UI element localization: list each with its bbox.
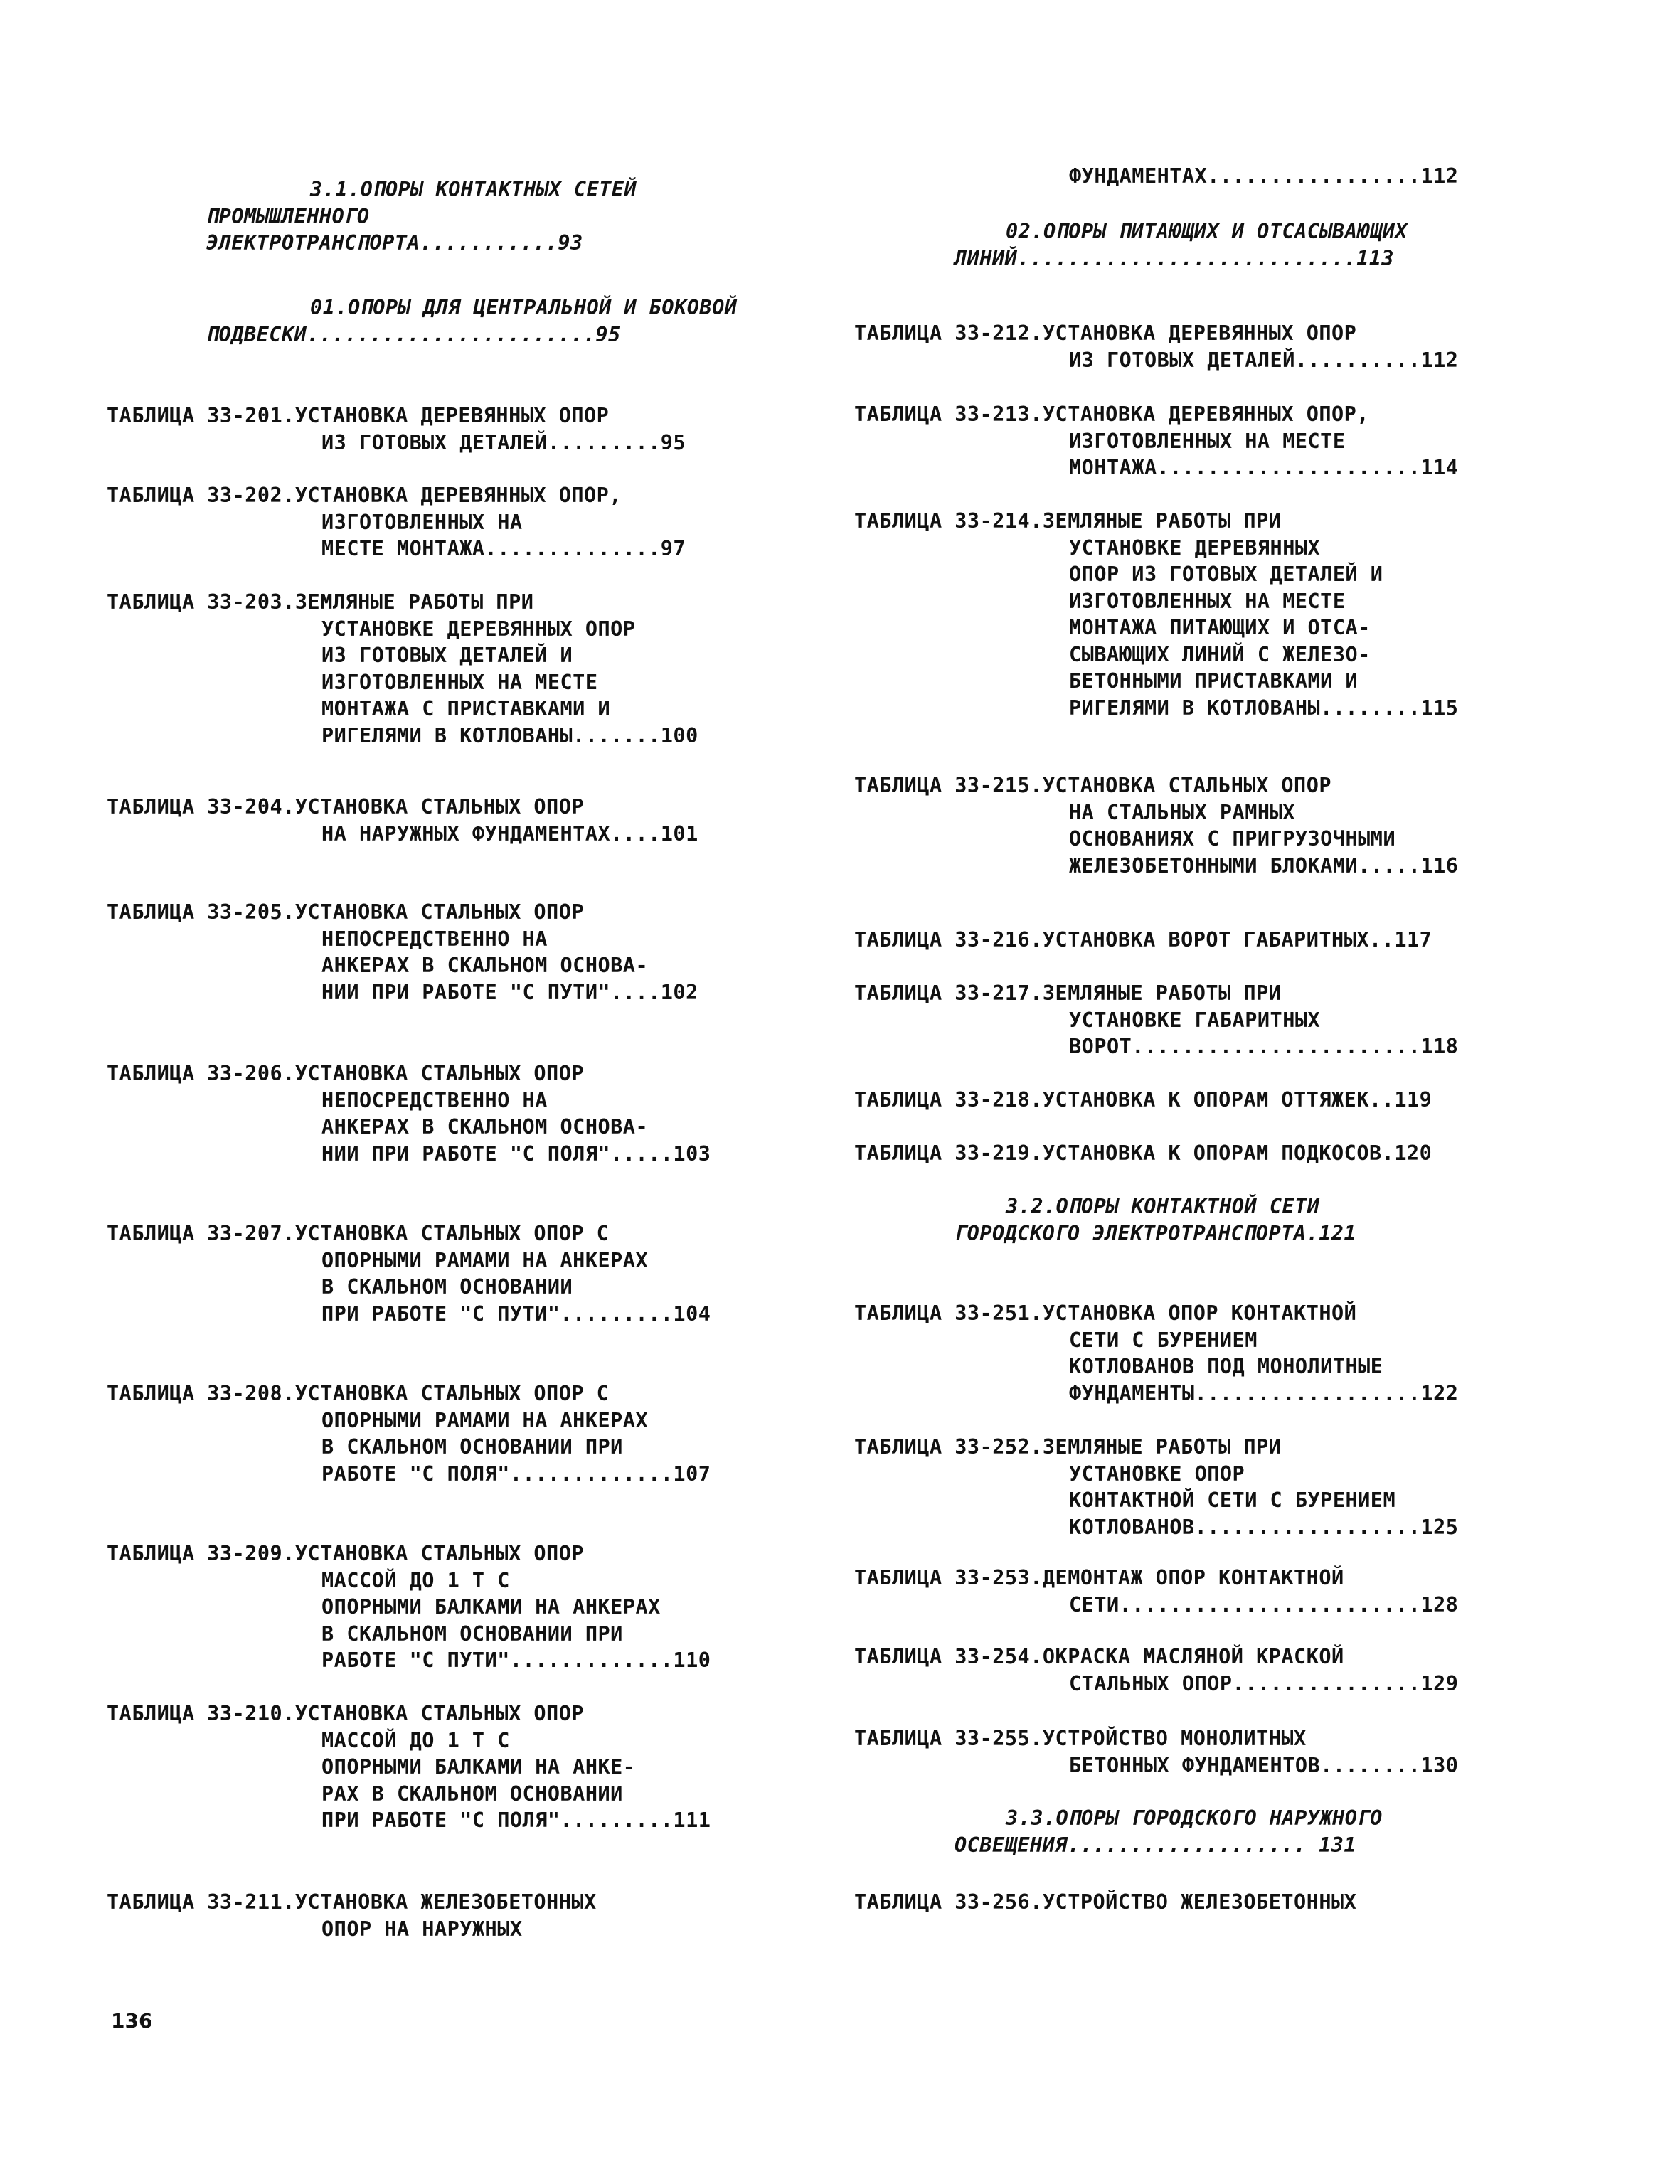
toc-entry-line: В СКАЛЬНОМ ОСНОВАНИИ ПРИ	[321, 1435, 623, 1459]
toc-entry-line: СЕТИ С БУРЕНИЕМ	[1069, 1328, 1258, 1352]
toc-entry-line: ТАБЛИЦА 33-203.ЗЕМЛЯНЫЕ РАБОТЫ ПРИ	[107, 590, 534, 614]
toc-entry-line: ИЗГОТОВЛЕННЫХ НА	[321, 510, 523, 534]
toc-entry-line: НА НАРУЖНЫХ ФУНДАМЕНТАХ....101	[321, 821, 698, 846]
toc-entry-line: ИЗ ГОТОВЫХ ДЕТАЛЕЙ.........95	[321, 430, 686, 454]
toc-entry-line: ТАБЛИЦА 33-253.ДЕМОНТАЖ ОПОР КОНТАКТНОЙ	[854, 1566, 1344, 1589]
toc-entry-line: ТАБЛИЦА 33-254.ОКРАСКА МАСЛЯНОЙ КРАСКОЙ	[854, 1645, 1344, 1668]
toc-section-line: ЛИНИЙ...........................113	[955, 246, 1395, 270]
toc-entry-line: ТАБЛИЦА 33-201.УСТАНОВКА ДЕРЕВЯННЫХ ОПОР	[107, 404, 610, 427]
toc-section-line: ГОРОДСКОГО ЭЛЕКТРОТРАНСПОРТА.121	[955, 1221, 1357, 1245]
toc-entry-line: СЫВАЮЩИХ ЛИНИЙ С ЖЕЛЕЗО-	[1069, 642, 1371, 666]
toc-section-line: 3.1.ОПОРЫ КОНТАКТНЫХ СЕТЕЙ	[310, 178, 637, 201]
toc-entry-line: МОНТАЖА С ПРИСТАВКАМИ И	[321, 697, 611, 720]
toc-entry-line: ОПОР ИЗ ГОТОВЫХ ДЕТАЛЕЙ И	[1069, 563, 1383, 586]
toc-entry-line: КОНТАКТНОЙ СЕТИ С БУРЕНИЕМ	[1069, 1488, 1396, 1512]
toc-entry-line: МАССОЙ ДО 1 Т С	[321, 1568, 510, 1592]
toc-entry-line: ТАБЛИЦА 33-205.УСТАНОВКА СТАЛЬНЫХ ОПОР	[107, 900, 585, 924]
toc-entry-line: ТАБЛИЦА 33-210.УСТАНОВКА СТАЛЬНЫХ ОПОР	[107, 1702, 585, 1725]
toc-entry-line: РАБОТЕ "С ПОЛЯ".............107	[321, 1461, 711, 1486]
toc-entry-line: РАХ В СКАЛЬНОМ ОСНОВАНИИ	[321, 1781, 623, 1806]
toc-entry-line: КОТЛОВАНОВ ПОД МОНОЛИТНЫЕ	[1069, 1355, 1383, 1378]
toc-entry-line: ЖЕЛЕЗОБЕТОННЫМИ БЛОКАМИ.....116	[1069, 853, 1459, 878]
toc-entry-line: НЕПОСРЕДСТВЕННО НА	[321, 1088, 548, 1112]
toc-section-line: 01.ОПОРЫ ДЛЯ ЦЕНТРАЛЬНОЙ И БОКОВОЙ	[310, 296, 738, 319]
toc-entry-line: ТАБЛИЦА 33-218.УСТАНОВКА К ОПОРАМ ОТТЯЖЕК..119	[854, 1088, 1432, 1112]
toc-entry-line: ФУНДАМЕНТАХ.................112	[1069, 164, 1459, 188]
toc-entry-line: ТАБЛИЦА 33-213.УСТАНОВКА ДЕРЕВЯННЫХ ОПОР,	[854, 403, 1369, 426]
toc-entry-line: УСТАНОВКЕ ОПОР	[1069, 1461, 1245, 1486]
toc-entry-line: УСТАНОВКЕ ДЕРЕВЯННЫХ ОПОР	[321, 617, 636, 641]
toc-entry-line: ТАБЛИЦА 33-252.ЗЕМЛЯНЫЕ РАБОТЫ ПРИ	[854, 1435, 1282, 1459]
toc-entry-line: ФУНДАМЕНТЫ..................122	[1069, 1381, 1459, 1405]
toc-entry-line: АНКЕРАХ В СКАЛЬНОМ ОСНОВА-	[321, 1115, 649, 1139]
toc-entry-line: ОПОРНЫМИ РАМАМИ НА АНКЕРАХ	[321, 1248, 649, 1272]
toc-entry-line: ПРИ РАБОТЕ "С ПУТИ".........104	[321, 1301, 711, 1326]
toc-section-line: ПОДВЕСКИ.......................95	[206, 322, 621, 346]
toc-entry-line: ТАБЛИЦА 33-207.УСТАНОВКА СТАЛЬНЫХ ОПОР С	[107, 1222, 610, 1245]
toc-entry-line: ТАБЛИЦА 33-209.УСТАНОВКА СТАЛЬНЫХ ОПОР	[107, 1542, 585, 1565]
toc-entry-line: РАБОТЕ "С ПУТИ".............110	[321, 1648, 711, 1672]
toc-entry-line: НИИ ПРИ РАБОТЕ "С ПОЛЯ".....103	[321, 1141, 711, 1166]
toc-entry-line: МОНТАЖА.....................114	[1069, 456, 1459, 479]
toc-entry-line: БЕТОННЫХ ФУНДАМЕНТОВ........130	[1069, 1753, 1459, 1777]
toc-entry-line: НИИ ПРИ РАБОТЕ "С ПУТИ"....102	[321, 980, 698, 1004]
toc-entry-line: ТАБЛИЦА 33-204.УСТАНОВКА СТАЛЬНЫХ ОПОР	[107, 795, 585, 819]
toc-entry-line: ТАБЛИЦА 33-212.УСТАНОВКА ДЕРЕВЯННЫХ ОПОР	[854, 321, 1357, 345]
toc-entry-line: ТАБЛИЦА 33-217.ЗЕМЛЯНЫЕ РАБОТЫ ПРИ	[854, 981, 1282, 1005]
toc-entry-line: ТАБЛИЦА 33-219.УСТАНОВКА К ОПОРАМ ПОДКОСОВ.120	[854, 1141, 1432, 1165]
toc-entry-line: УСТАНОВКЕ ГАБАРИТНЫХ	[1069, 1008, 1321, 1032]
toc-entry-line: ТАБЛИЦА 33-215.УСТАНОВКА СТАЛЬНЫХ ОПОР	[854, 774, 1332, 797]
toc-section-line: ПРОМЫШЛЕННОГО	[206, 204, 370, 228]
toc-entry-line: УСТАНОВКЕ ДЕРЕВЯННЫХ	[1069, 536, 1321, 560]
toc-entry-line: ТАБЛИЦА 33-202.УСТАНОВКА ДЕРЕВЯННЫХ ОПОР,	[107, 484, 622, 507]
toc-entry-line: ОПОРНЫМИ БАЛКАМИ НА АНКЕ-	[321, 1755, 636, 1779]
toc-entry-line: В СКАЛЬНОМ ОСНОВАНИИ	[321, 1275, 573, 1299]
toc-entry-line: РИГЕЛЯМИ В КОТЛОВАНЫ........115	[1069, 696, 1459, 720]
toc-entry-line: НЕПОСРЕДСТВЕННО НА	[321, 927, 548, 951]
toc-entry-line: СЕТИ........................128	[1069, 1592, 1459, 1616]
toc-entry-line: МОНТАЖА ПИТАЮЩИХ И ОТСА-	[1069, 616, 1371, 639]
toc-entry-line: АНКЕРАХ В СКАЛЬНОМ ОСНОВА-	[321, 954, 649, 977]
toc-entry-line: ПРИ РАБОТЕ "С ПОЛЯ".........111	[321, 1809, 711, 1832]
toc-entry-line: МАССОЙ ДО 1 Т С	[321, 1728, 510, 1752]
toc-section-line: 02.ОПОРЫ ПИТАЮЩИХ И ОТСАСЫВАЮЩИХ	[1006, 220, 1408, 243]
toc-entry-line: ТАБЛИЦА 33-256.УСТРОЙСТВО ЖЕЛЕЗОБЕТОННЫХ	[854, 1890, 1357, 1914]
toc-entry-line: ИЗ ГОТОВЫХ ДЕТАЛЕЙ..........112	[1069, 348, 1459, 372]
toc-entry-line: ТАБЛИЦА 33-208.УСТАНОВКА СТАЛЬНЫХ ОПОР С	[107, 1382, 610, 1405]
toc-section-line: ЭЛЕКТРОТРАНСПОРТА...........93	[206, 231, 583, 255]
toc-entry-line: ОСНОВАНИЯХ С ПРИГРУЗОЧНЫМИ	[1069, 827, 1396, 851]
toc-entry-line: ИЗГОТОВЛЕННЫХ НА МЕСТЕ	[1069, 589, 1346, 613]
toc-entry-line: ТАБЛИЦА 33-214.ЗЕМЛЯНЫЕ РАБОТЫ ПРИ	[854, 509, 1282, 533]
toc-entry-line: ВОРОТ.......................118	[1069, 1035, 1459, 1058]
toc-entry-line: ТАБЛИЦА 33-255.УСТРОЙСТВО МОНОЛИТНЫХ	[854, 1727, 1307, 1750]
toc-entry-line: ИЗ ГОТОВЫХ ДЕТАЛЕЙ И	[321, 644, 573, 667]
toc-entry-line: ОПОРНЫМИ РАМАМИ НА АНКЕРАХ	[321, 1408, 649, 1432]
toc-entry-line: ТАБЛИЦА 33-211.УСТАНОВКА ЖЕЛЕЗОБЕТОННЫХ	[107, 1890, 597, 1914]
toc-entry-line: ОПОР НА НАРУЖНЫХ	[321, 1917, 523, 1941]
toc-entry-line: ТАБЛИЦА 33-216.УСТАНОВКА ВОРОТ ГАБАРИТНЫХ..117	[854, 928, 1432, 952]
toc-entry-line: ИЗГОТОВЛЕННЫХ НА МЕСТЕ	[321, 670, 598, 694]
toc-entry-line: В СКАЛЬНОМ ОСНОВАНИИ ПРИ	[321, 1621, 623, 1646]
toc-entry-line: ИЗГОТОВЛЕННЫХ НА МЕСТЕ	[1069, 429, 1346, 453]
toc-entry-line: МЕСТЕ МОНТАЖА..............97	[321, 537, 686, 560]
toc-entry-line: СТАЛЬНЫХ ОПОР...............129	[1069, 1671, 1459, 1695]
toc-entry-line: РИГЕЛЯМИ В КОТЛОВАНЫ.......100	[321, 723, 698, 747]
page-number: 136	[111, 2009, 153, 2033]
toc-section-line: 3.3.ОПОРЫ ГОРОДСКОГО НАРУЖНОГО	[1006, 1806, 1383, 1830]
toc-entry-line: ТАБЛИЦА 33-251.УСТАНОВКА ОПОР КОНТАКТНОЙ	[854, 1301, 1357, 1325]
toc-entry-line: ОПОРНЫМИ БАЛКАМИ НА АНКЕРАХ	[321, 1595, 661, 1619]
toc-entry-line: КОТЛОВАНОВ..................125	[1069, 1515, 1459, 1539]
toc-section-line: ОСВЕЩЕНИЯ................... 131	[955, 1833, 1357, 1857]
toc-section-line: 3.2.ОПОРЫ КОНТАКТНОЙ СЕТИ	[1006, 1195, 1320, 1218]
toc-entry-line: НА СТАЛЬНЫХ РАМНЫХ	[1069, 800, 1295, 824]
toc-entry-line: БЕТОННЫМИ ПРИСТАВКАМИ И	[1069, 669, 1359, 693]
toc-entry-line: ТАБЛИЦА 33-206.УСТАНОВКА СТАЛЬНЫХ ОПОР	[107, 1062, 585, 1085]
